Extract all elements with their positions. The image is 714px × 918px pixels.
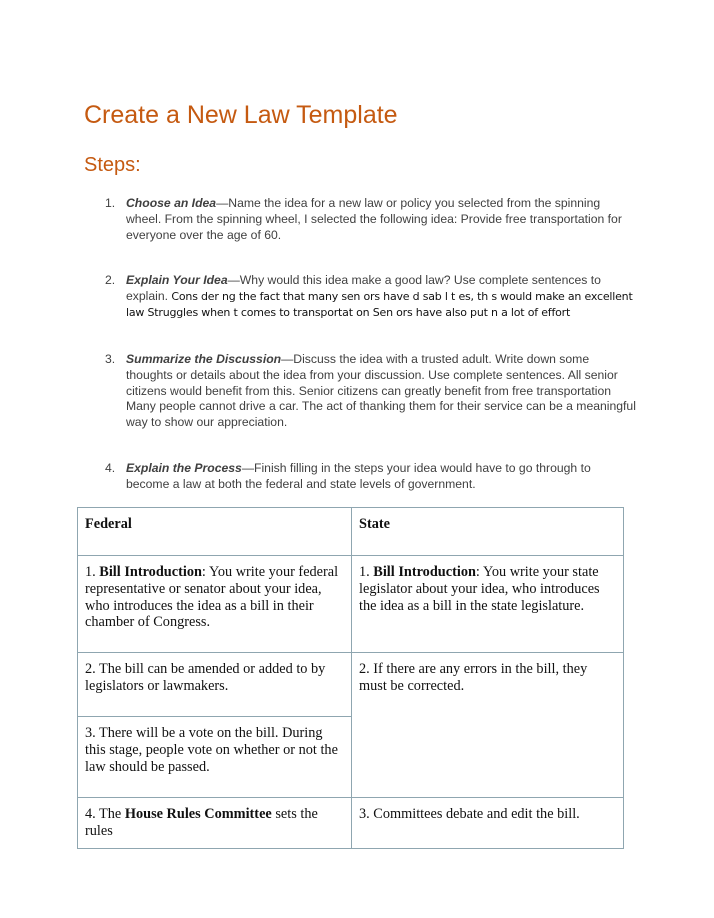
step-name: Bill Introduction <box>99 564 202 580</box>
step-lead: Explain Your Idea <box>126 273 228 287</box>
step-text <box>126 273 636 320</box>
federal-step-2: 2. The bill can be amended or added to by legislators or lawmakers. <box>78 653 352 717</box>
state-step-1 <box>352 556 624 653</box>
step-number: 1. <box>359 564 374 580</box>
federal-step-3: 3. There will be a vote on the bill. During this stage, people vote on whether or not the law should be passed. <box>78 717 352 798</box>
step-number: 1. <box>105 196 116 210</box>
step-name: House Rules Committee <box>124 806 272 822</box>
law-process-table <box>77 507 624 849</box>
step-text <box>126 196 636 243</box>
step-number: 4. The <box>85 806 125 822</box>
answer-line-1: Cons der ng the fact that many sen ors have d sab l t es, th s would make an excellent <box>171 289 633 303</box>
step-description: : You write your state legislator about your idea, who introduces the idea as a bill in the state legislature. <box>359 564 600 614</box>
federal-step-1 <box>78 556 352 653</box>
state-header: State <box>359 516 390 532</box>
federal-header: Federal <box>85 516 132 532</box>
step-lead: Summarize the Discussion <box>126 352 282 366</box>
step-text <box>126 461 636 493</box>
document-title: Create a New Law Template <box>84 101 398 129</box>
federal-header-cell <box>78 508 352 556</box>
steps-heading: Steps: <box>84 154 141 176</box>
step-number: 4. <box>105 461 116 475</box>
step-number: 1. <box>85 564 100 580</box>
step-number: 3. <box>105 352 116 366</box>
step-text <box>126 352 636 431</box>
state-header-cell <box>352 508 624 556</box>
step-body: —Why would this idea make a good law? Use complete sentences to explain. <box>126 273 601 303</box>
state-step-2: 2. If there are any errors in the bill, they must be corrected. <box>352 653 624 798</box>
step-description: : You write your federal representative or senator about your idea, who introduces the idea as a bill in their chamber of Congress. <box>85 564 339 631</box>
step-name: Bill Introduction <box>373 564 476 580</box>
answer-line-2: law Struggles when t comes to transportat on Sen ors have also put n a lot of effort <box>126 305 571 319</box>
step-description: sets the rules <box>85 806 318 839</box>
step-body: —Discuss the idea with a trusted adult. Write down some thoughts or details about the idea from your discussion. Use complete sentences. All senior citizens would benefit from this. Senior citizens can greatly benefit from free transportation Many people cannot drive a car. The act of thanking them for their service can be a meaningful way to show our appreciation. <box>126 352 636 430</box>
step-number: 2. <box>105 273 116 287</box>
step-body: —Name the idea for a new law or policy you selected from the spinning wheel. From the spinning wheel, I selected the following idea: Provide free transportation for everyone over the age of 60. <box>126 196 622 242</box>
state-step-3: 3. Committees debate and edit the bill. <box>352 798 624 849</box>
step-lead: Choose an Idea <box>126 196 217 210</box>
step-lead: Explain the Process <box>126 461 242 475</box>
step-body: —Finish filling in the steps your idea would have to go through to become a law at both the federal and state levels of government. <box>126 461 591 491</box>
federal-step-4 <box>78 798 352 849</box>
